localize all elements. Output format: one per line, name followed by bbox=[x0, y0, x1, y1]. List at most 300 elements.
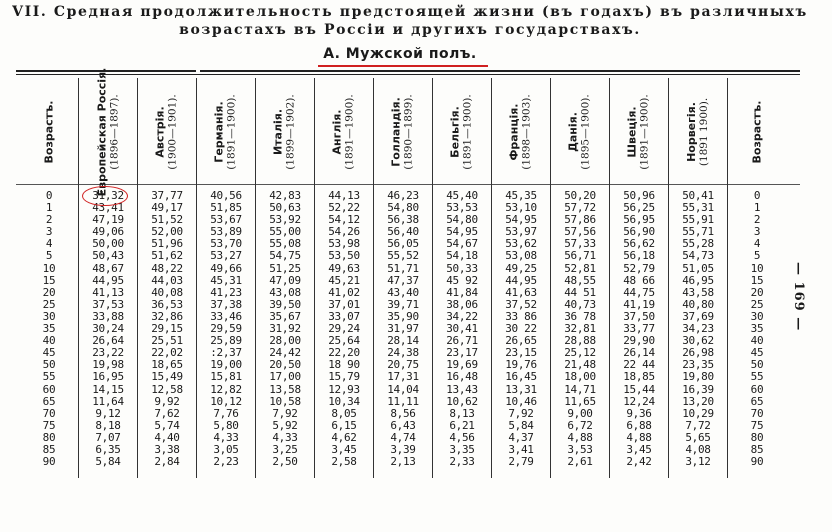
table-cell: 33 86 bbox=[505, 309, 537, 323]
table-cell: 15,44 bbox=[623, 382, 655, 396]
column-header bbox=[199, 82, 253, 182]
table-cell: 90 bbox=[750, 455, 764, 469]
table-cell: 3,38 bbox=[154, 442, 180, 456]
table-cell: 56,38 bbox=[387, 213, 419, 227]
table-cell: 26,98 bbox=[682, 346, 714, 360]
table-cell: 39,71 bbox=[387, 297, 419, 311]
table-cell: 55,31 bbox=[682, 201, 714, 215]
table-cell: 3,53 bbox=[567, 442, 593, 456]
table-cell: 49,63 bbox=[328, 261, 360, 275]
table-cell: 3,35 bbox=[449, 442, 475, 456]
table-cell: 32,86 bbox=[151, 309, 183, 323]
table-cell: 2 bbox=[45, 213, 53, 227]
column-header-years: (1896—1897). bbox=[108, 94, 120, 170]
table-cell: 5,80 bbox=[213, 418, 239, 432]
table-cell: 85 bbox=[42, 442, 56, 456]
table-cell: 49,17 bbox=[151, 201, 183, 215]
table-cell: 4,56 bbox=[449, 430, 475, 444]
table-cell: 45 bbox=[42, 346, 56, 360]
table-cell: 40 bbox=[42, 334, 56, 348]
table-cell: 0 bbox=[753, 189, 761, 202]
table-cell: 15,49 bbox=[151, 370, 183, 384]
table-cell: 55,52 bbox=[387, 249, 419, 263]
table-cell: 53,08 bbox=[505, 249, 537, 263]
column-header-country: Швеція. bbox=[626, 106, 640, 158]
table-cell: 41,84 bbox=[446, 285, 478, 299]
data-column bbox=[81, 190, 135, 468]
table-cell: 51,05 bbox=[682, 261, 714, 275]
table-cell: 60 bbox=[42, 382, 56, 396]
table-cell: 35,67 bbox=[269, 309, 301, 323]
column-header-country: Норвегія. bbox=[685, 102, 698, 162]
table-cell: 10,34 bbox=[328, 394, 360, 408]
table-cell: 13,20 bbox=[682, 394, 714, 408]
table-cell: 41,13 bbox=[92, 285, 124, 299]
header-bottom-rule bbox=[16, 184, 800, 185]
table-cell: 8,18 bbox=[95, 418, 121, 432]
column-header bbox=[22, 82, 76, 182]
table-cell: 14,04 bbox=[387, 382, 419, 396]
table-cell: 41,02 bbox=[328, 285, 360, 299]
table-cell: 50 bbox=[42, 358, 56, 372]
table-cell: 18,00 bbox=[564, 370, 596, 384]
table-cell: 53,97 bbox=[505, 225, 537, 239]
table-cell: 47,09 bbox=[269, 273, 301, 287]
table-cell: 31,92 bbox=[269, 322, 301, 336]
table-cell: 20,50 bbox=[269, 358, 301, 372]
column-header bbox=[317, 82, 371, 182]
table-cell: 8,13 bbox=[449, 406, 475, 420]
table-cell: 55,28 bbox=[682, 237, 714, 251]
table-cell: 7,92 bbox=[508, 406, 534, 420]
column-divider bbox=[609, 78, 610, 478]
data-column bbox=[199, 190, 253, 468]
table-cell: 23,17 bbox=[446, 346, 478, 360]
data-column bbox=[22, 190, 76, 468]
table-cell: 25 bbox=[42, 297, 56, 311]
table-cell: 50,20 bbox=[564, 189, 596, 202]
table-cell: 51,96 bbox=[151, 237, 183, 251]
table-cell: 80 bbox=[42, 430, 56, 444]
table-cell: 37,01 bbox=[328, 297, 360, 311]
table-cell: 54,26 bbox=[328, 225, 360, 239]
table-cell: 43,08 bbox=[269, 285, 301, 299]
table-cell: 2 bbox=[753, 213, 761, 227]
table-cell: 18 90 bbox=[328, 358, 360, 372]
table-cell: 41,19 bbox=[623, 297, 655, 311]
table-cell: 51,62 bbox=[151, 249, 183, 263]
section-title: А. Мужской полъ. bbox=[323, 46, 477, 62]
table-cell: 50,41 bbox=[682, 189, 714, 202]
column-header-country: Бельгія. bbox=[449, 106, 463, 158]
table-cell: 29,59 bbox=[210, 322, 242, 336]
table-cell: 55 bbox=[42, 370, 56, 384]
table-cell: 11,11 bbox=[387, 394, 419, 408]
data-column bbox=[671, 190, 725, 468]
table-cell: 2,61 bbox=[567, 455, 593, 469]
table-cell: 54,80 bbox=[446, 213, 478, 227]
table-cell: 16,48 bbox=[446, 370, 478, 384]
table-cell: 56,90 bbox=[623, 225, 655, 239]
table-cell: 28,14 bbox=[387, 334, 419, 348]
table-cell: 40,80 bbox=[682, 297, 714, 311]
table-cell: 23,15 bbox=[505, 346, 537, 360]
table-cell: 15,79 bbox=[328, 370, 360, 384]
table-cell: 40,08 bbox=[151, 285, 183, 299]
table-cell: 38,06 bbox=[446, 297, 478, 311]
table-cell: 50 bbox=[750, 358, 764, 372]
table-cell: 8,05 bbox=[331, 406, 357, 420]
column-header-country: Возрастъ. bbox=[750, 100, 764, 164]
table-cell: 45,31 bbox=[210, 273, 242, 287]
data-column bbox=[258, 190, 312, 468]
page-number: — 169 — bbox=[791, 262, 806, 332]
table-cell: 4,33 bbox=[213, 430, 239, 444]
table-cell: 33,07 bbox=[328, 309, 360, 323]
table-cell: 10 bbox=[750, 261, 764, 275]
table-cell: 12,58 bbox=[151, 382, 183, 396]
table-cell: 25,51 bbox=[151, 334, 183, 348]
table-cell: 65 bbox=[750, 394, 764, 408]
data-column bbox=[730, 190, 784, 468]
table-cell: 56,95 bbox=[623, 213, 655, 227]
table-cell: 10,58 bbox=[269, 394, 301, 408]
table-cell: 13,43 bbox=[446, 382, 478, 396]
table-cell: 52,00 bbox=[151, 225, 183, 239]
table-cell: 53,62 bbox=[505, 237, 537, 251]
table-cell: 24,38 bbox=[387, 346, 419, 360]
column-header bbox=[612, 82, 666, 182]
table-cell: 40,73 bbox=[564, 297, 596, 311]
table-cell: 9,12 bbox=[95, 406, 121, 420]
table-cell: 48,55 bbox=[564, 273, 596, 287]
table-cell: 57,72 bbox=[564, 201, 596, 215]
table-cell: 23,22 bbox=[92, 346, 124, 360]
table-cell: 36 78 bbox=[564, 309, 596, 323]
column-header-country: Возрастъ. bbox=[42, 100, 56, 164]
column-divider bbox=[550, 78, 551, 478]
table-cell: 3,12 bbox=[685, 455, 711, 469]
column-header-years: (1898—1903). bbox=[521, 94, 534, 170]
table-cell: 90 bbox=[42, 455, 56, 469]
table-cell: 3,45 bbox=[331, 442, 357, 456]
table-cell: 53,50 bbox=[328, 249, 360, 263]
table-cell: 25,12 bbox=[564, 346, 596, 360]
table-cell: 19,00 bbox=[210, 358, 242, 372]
red-underline-annotation bbox=[318, 65, 488, 67]
column-header-country: Европейская Россія. bbox=[95, 67, 108, 197]
table-cell: 54,12 bbox=[328, 213, 360, 227]
table-cell: 33,77 bbox=[623, 322, 655, 336]
table-cell: 53,89 bbox=[210, 225, 242, 239]
table-cell: 10 bbox=[42, 261, 56, 275]
table-cell: 30,41 bbox=[446, 322, 478, 336]
table-cell: 14,15 bbox=[92, 382, 124, 396]
table-cell: 15,81 bbox=[210, 370, 242, 384]
column-header-years: (1891—1900). bbox=[639, 94, 652, 170]
table-cell: 47,19 bbox=[92, 213, 124, 227]
table-cell: 55 bbox=[750, 370, 764, 384]
column-header bbox=[376, 82, 430, 182]
table-cell: 50,00 bbox=[92, 237, 124, 251]
table-cell: 37,38 bbox=[210, 297, 242, 311]
table-cell: 50,96 bbox=[623, 189, 655, 202]
table-cell: 55,08 bbox=[269, 237, 301, 251]
column-header-years: (1891—1900). bbox=[344, 94, 357, 170]
table-cell: 6,88 bbox=[626, 418, 652, 432]
table-cell: 20 bbox=[750, 285, 764, 299]
table-cell: 56,25 bbox=[623, 201, 655, 215]
table-cell: 26,14 bbox=[623, 346, 655, 360]
table-cell: 43,40 bbox=[387, 285, 419, 299]
table-cell: 0 bbox=[45, 189, 53, 202]
column-header-years: (1895—1900). bbox=[580, 94, 593, 170]
table-cell: 5,84 bbox=[95, 455, 121, 469]
table-cell: 22,02 bbox=[151, 346, 183, 360]
table-cell: 4,88 bbox=[567, 430, 593, 444]
data-column bbox=[435, 190, 489, 468]
table-cell: 6,72 bbox=[567, 418, 593, 432]
table-cell: 6,15 bbox=[331, 418, 357, 432]
table-cell: 12,82 bbox=[210, 382, 242, 396]
column-header bbox=[140, 82, 194, 182]
table-cell: 51,25 bbox=[269, 261, 301, 275]
table-cell: 10,62 bbox=[446, 394, 478, 408]
table-cell: 54,95 bbox=[505, 213, 537, 227]
table-cell: 4,62 bbox=[331, 430, 357, 444]
column-header-country: Италія. bbox=[272, 108, 286, 156]
table-cell: 4 bbox=[45, 237, 53, 251]
table-cell: 3,25 bbox=[272, 442, 298, 456]
table-cell: 41,23 bbox=[210, 285, 242, 299]
column-header-country: Германія. bbox=[213, 101, 227, 163]
top-rule-right bbox=[200, 70, 800, 72]
table-cell: 44,95 bbox=[505, 273, 537, 287]
table-cell: 29,15 bbox=[151, 322, 183, 336]
data-column bbox=[553, 190, 607, 468]
table-cell: 5,84 bbox=[508, 418, 534, 432]
table-cell: 60 bbox=[750, 382, 764, 396]
data-column bbox=[140, 190, 194, 468]
table-cell: 4,74 bbox=[390, 430, 416, 444]
column-header bbox=[494, 82, 548, 182]
table-cell: 2,79 bbox=[508, 455, 534, 469]
data-column bbox=[376, 190, 430, 468]
table-cell: 13,31 bbox=[505, 382, 537, 396]
table-cell: 6,35 bbox=[95, 442, 121, 456]
table-cell: 30,62 bbox=[682, 334, 714, 348]
table-cell: 5,92 bbox=[272, 418, 298, 432]
column-header-years: (1900—1901). bbox=[167, 94, 180, 170]
table-cell: 2,33 bbox=[449, 455, 475, 469]
table-cell: 57,56 bbox=[564, 225, 596, 239]
table-cell: 49,06 bbox=[92, 225, 124, 239]
table-cell: 56,18 bbox=[623, 249, 655, 263]
table-cell: 45 bbox=[750, 346, 764, 360]
table-cell: 29,90 bbox=[623, 334, 655, 348]
table-cell: 36,53 bbox=[151, 297, 183, 311]
table-cell: 44,03 bbox=[151, 273, 183, 287]
table-cell: 45 92 bbox=[446, 273, 478, 287]
table-cell: 45,21 bbox=[328, 273, 360, 287]
table-cell: 4 bbox=[753, 237, 761, 251]
table-cell: 14,71 bbox=[564, 382, 596, 396]
column-header-country: Франція. bbox=[508, 103, 522, 161]
table-cell: 16,45 bbox=[505, 370, 537, 384]
table-cell: 52,79 bbox=[623, 261, 655, 275]
table-cell: 43,58 bbox=[682, 285, 714, 299]
table-cell: 6,21 bbox=[449, 418, 475, 432]
table-cell: 21,48 bbox=[564, 358, 596, 372]
table-cell: 45,35 bbox=[505, 189, 537, 202]
column-divider bbox=[668, 78, 669, 478]
table-cell: 19,69 bbox=[446, 358, 478, 372]
table-cell: 53,98 bbox=[328, 237, 360, 251]
table-cell: 35 bbox=[750, 322, 764, 336]
column-header-country: Австрія. bbox=[154, 106, 168, 158]
table-cell: 44 51 bbox=[564, 285, 596, 299]
table-cell: 37,77 bbox=[151, 189, 183, 202]
table-cell: 25,89 bbox=[210, 334, 242, 348]
table-cell: 49,66 bbox=[210, 261, 242, 275]
table-cell: 2,58 bbox=[331, 455, 357, 469]
table-cell: 20,75 bbox=[387, 358, 419, 372]
column-header-country: Англія. bbox=[331, 109, 345, 155]
table-cell: 75 bbox=[750, 418, 764, 432]
table-cell: 51,85 bbox=[210, 201, 242, 215]
table-cell: 2,50 bbox=[272, 455, 298, 469]
table-cell: 50,63 bbox=[269, 201, 301, 215]
table-cell: 8,56 bbox=[390, 406, 416, 420]
table-cell: 11,65 bbox=[564, 394, 596, 408]
table-cell: 42,83 bbox=[269, 189, 301, 202]
table-cell: 4,33 bbox=[272, 430, 298, 444]
table-cell: 43,41 bbox=[92, 201, 124, 215]
table-cell: 54,73 bbox=[682, 249, 714, 263]
table-cell: 23,35 bbox=[682, 358, 714, 372]
table-cell: 16,39 bbox=[682, 382, 714, 396]
table-cell: 54,95 bbox=[446, 225, 478, 239]
table-cell: 65 bbox=[42, 394, 56, 408]
table-cell: 52,22 bbox=[328, 201, 360, 215]
table-cell: 37,53 bbox=[92, 297, 124, 311]
table-cell: 4,40 bbox=[154, 430, 180, 444]
table-cell: 33,46 bbox=[210, 309, 242, 323]
table-cell: 5 bbox=[753, 249, 761, 263]
table-cell: 4,88 bbox=[626, 430, 652, 444]
table-cell: 50,43 bbox=[92, 249, 124, 263]
table-cell: 3,41 bbox=[508, 442, 534, 456]
column-header bbox=[730, 82, 784, 182]
table-cell: 6,43 bbox=[390, 418, 416, 432]
table-cell: 17,00 bbox=[269, 370, 301, 384]
column-divider bbox=[491, 78, 492, 478]
table-cell: 2,84 bbox=[154, 455, 180, 469]
table-cell: 10,46 bbox=[505, 394, 537, 408]
top-rule-thin bbox=[16, 74, 800, 75]
table-cell: 3,45 bbox=[626, 442, 652, 456]
table-cell: 49,25 bbox=[505, 261, 537, 275]
table-cell: 12,24 bbox=[623, 394, 655, 408]
table-cell: 15 bbox=[750, 273, 764, 287]
table-cell: 46,95 bbox=[682, 273, 714, 287]
table-cell: 30 bbox=[42, 309, 56, 323]
table-cell: 80 bbox=[750, 430, 764, 444]
table-cell: 45,40 bbox=[446, 189, 478, 202]
table-cell: 56,71 bbox=[564, 249, 596, 263]
column-divider bbox=[727, 78, 728, 478]
table-cell: 52,81 bbox=[564, 261, 596, 275]
table-cell: 4,37 bbox=[508, 430, 534, 444]
table-cell: 10,29 bbox=[682, 406, 714, 420]
table-cell: 19,80 bbox=[682, 370, 714, 384]
table-cell: 1 bbox=[45, 201, 53, 215]
column-header-country: Голландія. bbox=[390, 97, 404, 167]
table-cell: 57,86 bbox=[564, 213, 596, 227]
table-cell: 40 bbox=[750, 334, 764, 348]
table-cell: 55,00 bbox=[269, 225, 301, 239]
table-cell: 44,13 bbox=[328, 189, 360, 202]
table-cell: 55,91 bbox=[682, 213, 714, 227]
table-cell: 10,12 bbox=[210, 394, 242, 408]
table-cell: 3,05 bbox=[213, 442, 239, 456]
table-cell: 37,52 bbox=[505, 297, 537, 311]
column-divider bbox=[373, 78, 374, 478]
table-cell: 53,10 bbox=[505, 201, 537, 215]
table-cell: 28,00 bbox=[269, 334, 301, 348]
table-cell: 7,92 bbox=[272, 406, 298, 420]
table-cell: 31,32 bbox=[92, 189, 124, 202]
table-cell: 54,75 bbox=[269, 249, 301, 263]
table-cell: 18,65 bbox=[151, 358, 183, 372]
data-column bbox=[612, 190, 666, 468]
table-cell: 3,39 bbox=[390, 442, 416, 456]
table-cell: 34,22 bbox=[446, 309, 478, 323]
table-cell: 53,27 bbox=[210, 249, 242, 263]
table-cell: 85 bbox=[750, 442, 764, 456]
table-cell: 32,81 bbox=[564, 322, 596, 336]
table-cell: 44,75 bbox=[623, 285, 655, 299]
table-cell: 44,95 bbox=[92, 273, 124, 287]
table-cell: 75 bbox=[42, 418, 56, 432]
table-cell: 5 bbox=[45, 249, 53, 263]
column-divider bbox=[137, 78, 138, 478]
table-cell: 4,08 bbox=[685, 442, 711, 456]
table-cell: 22 44 bbox=[623, 358, 655, 372]
table-cell: 53,92 bbox=[269, 213, 301, 227]
table-cell: 7,72 bbox=[685, 418, 711, 432]
table-cell: 20 bbox=[42, 285, 56, 299]
table-cell: 53,70 bbox=[210, 237, 242, 251]
table-cell: 30 22 bbox=[505, 322, 537, 336]
table-cell: 26,71 bbox=[446, 334, 478, 348]
table-cell: 53,53 bbox=[446, 201, 478, 215]
column-divider bbox=[78, 78, 79, 478]
table-title-line-2: возрастахъ въ Россіи и другихъ государствахъ. bbox=[179, 22, 641, 38]
column-header-years: (1899—1902). bbox=[285, 94, 298, 170]
column-divider bbox=[314, 78, 315, 478]
table-cell: 39,50 bbox=[269, 297, 301, 311]
column-divider bbox=[432, 78, 433, 478]
table-cell: 37,69 bbox=[682, 309, 714, 323]
table-cell: 26,64 bbox=[92, 334, 124, 348]
column-header-years: (1891—1900). bbox=[462, 94, 475, 170]
table-cell: 48,22 bbox=[151, 261, 183, 275]
table-cell: 56,05 bbox=[387, 237, 419, 251]
table-cell: 40,56 bbox=[210, 189, 242, 202]
table-cell: 30,24 bbox=[92, 322, 124, 336]
table-cell: 2,13 bbox=[390, 455, 416, 469]
